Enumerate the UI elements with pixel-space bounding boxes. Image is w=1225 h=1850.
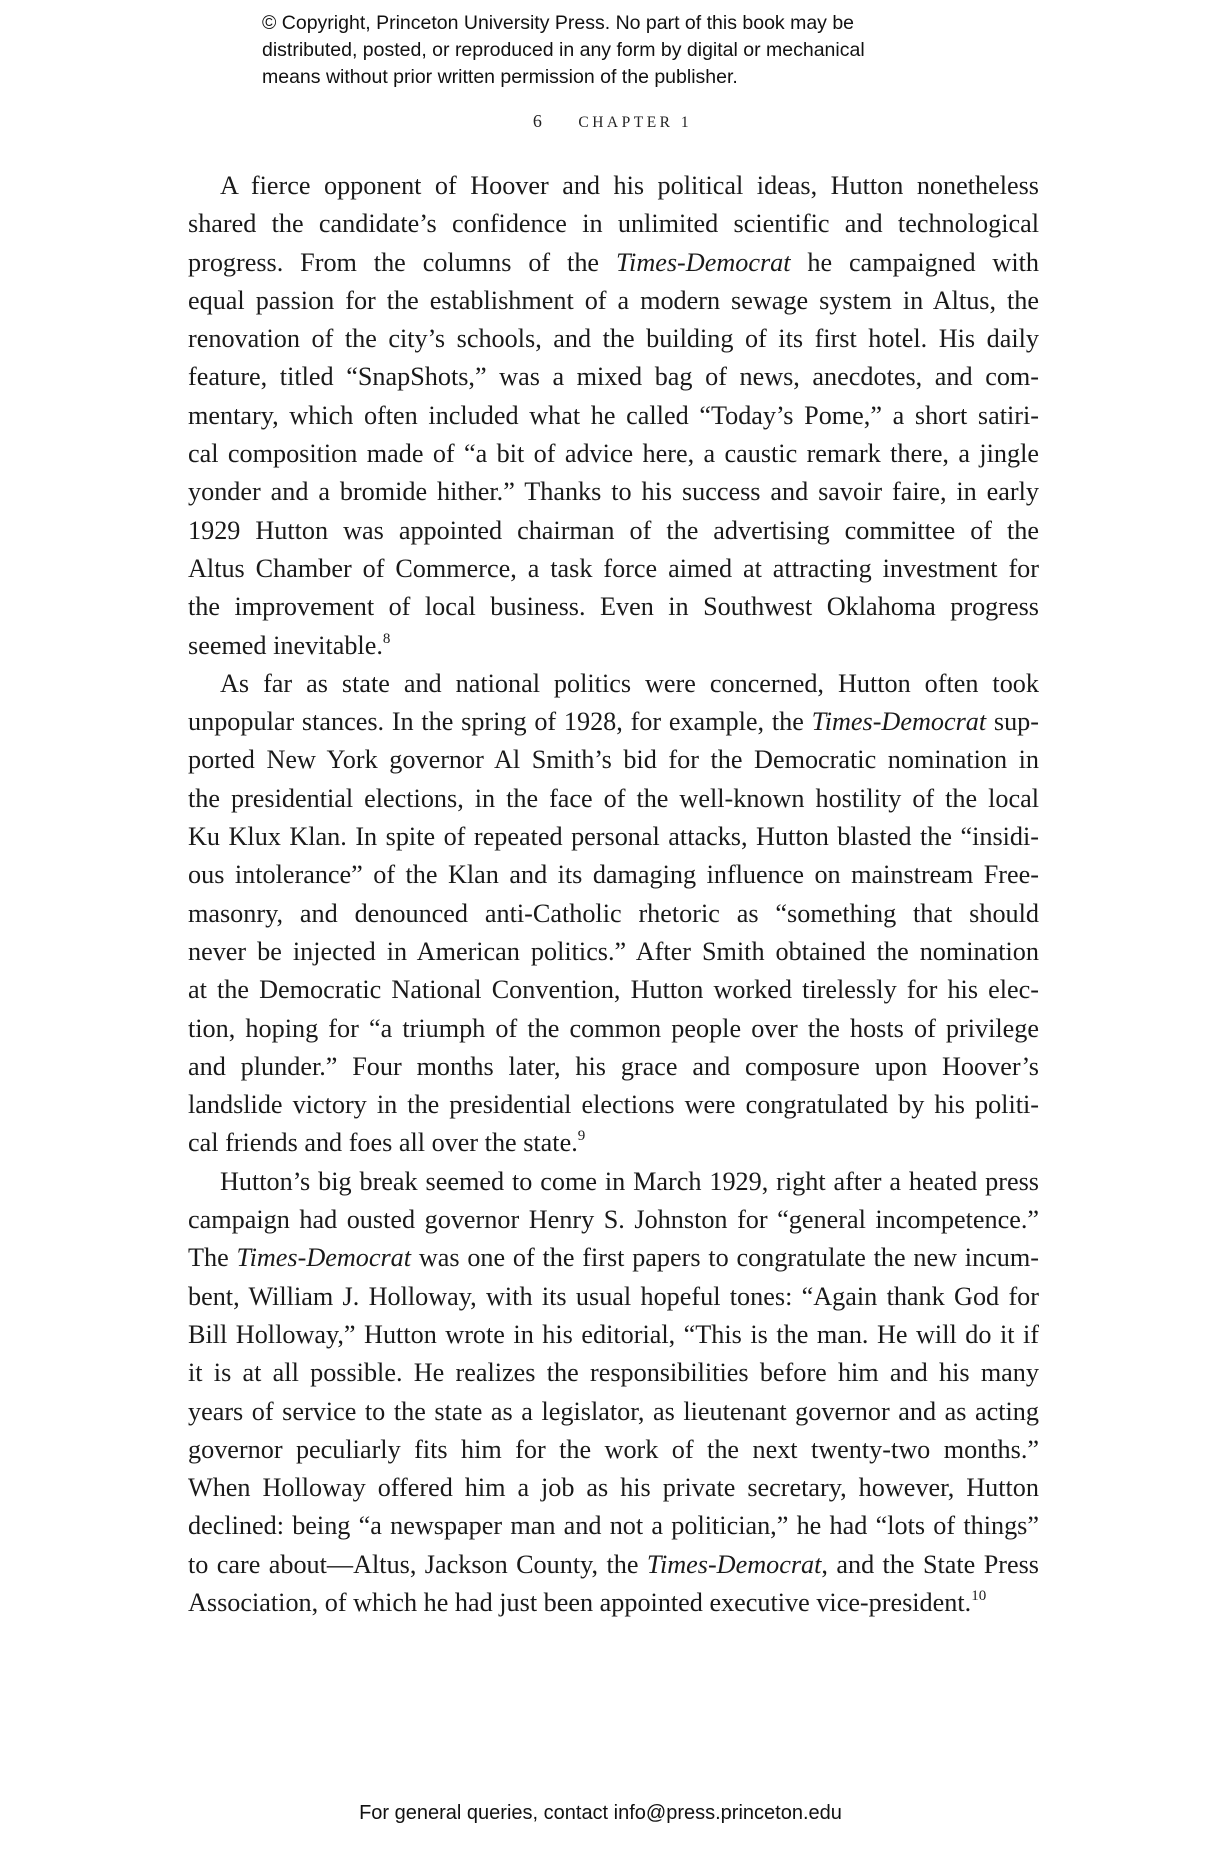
text-run: progress. From the columns of the bbox=[188, 247, 616, 277]
copyright-notice bbox=[262, 10, 1022, 91]
text-line bbox=[188, 895, 1039, 933]
italic-title: Times-Democrat bbox=[236, 1243, 412, 1273]
text-run: he campaigned with bbox=[790, 247, 1039, 277]
text-run: the presidential elections, in the face of the well-known hostility of the local bbox=[188, 783, 1039, 813]
text-run: mentary, which often included what he called “Today’s Pome,” a short satiri- bbox=[188, 400, 1039, 430]
text-line bbox=[188, 358, 1039, 396]
text-line bbox=[188, 435, 1039, 473]
copyright-line: distributed, posted, or reproduced in any form by digital or mechanical bbox=[262, 39, 865, 61]
text-line bbox=[188, 1124, 1039, 1162]
footer-text: For general queries, contact info@press.princeton.edu bbox=[359, 1802, 842, 1824]
footnote-marker[interactable]: 8 bbox=[382, 630, 391, 647]
text-run: shared the candidate’s confidence in unlimited scientific and technological bbox=[188, 209, 1039, 239]
paragraph bbox=[188, 1163, 1039, 1623]
text-run: to care about—Altus, Jackson County, the bbox=[188, 1549, 647, 1579]
text-line bbox=[188, 550, 1039, 588]
text-run: feature, titled “SnapShots,” was a mixed bag of news, anecdotes, and com- bbox=[188, 362, 1039, 392]
text-run: tion, hoping for “a triumph of the common people over the hosts of privilege bbox=[188, 1013, 1039, 1043]
text-line bbox=[188, 1393, 1039, 1431]
text-run: renovation of the city’s schools, and the building of its first hotel. His daily bbox=[188, 324, 1039, 354]
text-line bbox=[188, 703, 1039, 741]
text-line bbox=[188, 473, 1039, 511]
text-run: Altus Chamber of Commerce, a task force aimed at attracting investment for bbox=[188, 553, 1039, 583]
text-run: ported New York governor Al Smith’s bid for the Democratic nomination in bbox=[188, 745, 1039, 775]
text-line bbox=[188, 741, 1039, 779]
text-run: 1929 Hutton was appointed chairman of the advertising committee of the bbox=[188, 515, 1039, 545]
text-run: cal composition made of “a bit of advice here, a caustic remark there, a jingle bbox=[188, 439, 1039, 469]
text-line bbox=[188, 1584, 1039, 1622]
text-line bbox=[188, 1048, 1039, 1086]
text-line bbox=[188, 1086, 1039, 1124]
text-run: As far as state and national politics were concerned, Hutton often took bbox=[220, 668, 1039, 698]
copyright-line: © Copyright, Princeton University Press. No part of this book may be bbox=[262, 12, 855, 34]
text-line bbox=[188, 818, 1039, 856]
text-line bbox=[188, 665, 1039, 703]
text-line bbox=[188, 933, 1039, 971]
text-run: the improvement of local business. Even in Southwest Oklahoma progress bbox=[188, 592, 1039, 622]
text-line bbox=[188, 1507, 1039, 1545]
text-line bbox=[188, 1469, 1039, 1507]
text-run: seemed inevitable. bbox=[188, 630, 383, 660]
text-line bbox=[188, 244, 1039, 282]
text-run: at the Democratic National Convention, Hutton worked tirelessly for his elec- bbox=[188, 975, 1039, 1005]
footnote-marker[interactable]: 10 bbox=[971, 1587, 987, 1604]
text-run: Ku Klux Klan. In spite of repeated personal attacks, Hutton blasted the “insidi- bbox=[188, 822, 1039, 852]
text-line bbox=[188, 1239, 1039, 1277]
text-run: masonry, and denounced anti-Catholic rhetoric as “something that should bbox=[188, 898, 1039, 928]
text-line bbox=[188, 397, 1039, 435]
text-line bbox=[188, 1354, 1039, 1392]
page-number: 6 bbox=[532, 111, 545, 131]
text-line bbox=[188, 1316, 1039, 1354]
text-line bbox=[188, 512, 1039, 550]
footer-contact bbox=[0, 1802, 1225, 1825]
text-run: The bbox=[188, 1243, 237, 1273]
text-run: yonder and a bromide hither.” Thanks to his success and savoir faire, in early bbox=[188, 477, 1039, 507]
text-run: sup- bbox=[986, 707, 1039, 737]
text-run: declined: being “a newspaper man and not a politician,” he had “lots of things” bbox=[188, 1511, 1039, 1541]
copyright-line: means without prior written permission of the publisher. bbox=[262, 66, 738, 88]
text-line bbox=[188, 1010, 1039, 1048]
text-run: and plunder.” Four months later, his grace and composure upon Hoover’s bbox=[188, 1051, 1039, 1081]
text-line bbox=[188, 1163, 1039, 1201]
body-text bbox=[188, 167, 1039, 1622]
paragraph bbox=[188, 167, 1039, 665]
text-run: A fierce opponent of Hoover and his political ideas, Hutton nonetheless bbox=[220, 171, 1039, 200]
text-run: years of service to the state as a legislator, as lieutenant governor and as acting bbox=[188, 1396, 1039, 1426]
italic-title: Times-Democrat bbox=[811, 707, 987, 737]
running-head bbox=[0, 111, 1225, 132]
text-run: governor peculiarly fits him for the work of the next twenty-two months.” bbox=[188, 1434, 1039, 1464]
text-run: Hutton’s big break seemed to come in March 1929, right after a heated press bbox=[220, 1166, 1039, 1196]
text-line bbox=[188, 780, 1039, 818]
text-line bbox=[188, 205, 1039, 243]
text-run: it is at all possible. He realizes the responsibilities before him and his many bbox=[188, 1358, 1039, 1388]
text-line bbox=[188, 588, 1039, 626]
text-line bbox=[188, 320, 1039, 358]
text-line bbox=[188, 167, 1039, 205]
text-run: was one of the first papers to congratulate the new incum- bbox=[411, 1243, 1039, 1273]
text-run: unpopular stances. In the spring of 1928, for example, the bbox=[188, 707, 812, 737]
chapter-label: CHAPTER 1 bbox=[578, 114, 693, 131]
text-line bbox=[188, 1278, 1039, 1316]
text-run: , and the State Press bbox=[821, 1549, 1039, 1579]
text-line bbox=[188, 856, 1039, 894]
text-line bbox=[188, 282, 1039, 320]
text-line bbox=[188, 1431, 1039, 1469]
text-line bbox=[188, 971, 1039, 1009]
italic-title: Times-Democrat bbox=[615, 247, 791, 277]
text-run: campaign had ousted governor Henry S. Johnston for “general incompetence.” bbox=[188, 1205, 1039, 1235]
text-line bbox=[188, 627, 1039, 665]
italic-title: Times-Democrat bbox=[646, 1549, 822, 1579]
text-run: equal passion for the establishment of a modern sewage system in Altus, the bbox=[188, 285, 1039, 315]
text-run: ous intolerance” of the Klan and its damaging influence on mainstream Free- bbox=[188, 860, 1039, 890]
text-run: Association, of which he had just been appointed executive vice-president. bbox=[188, 1587, 972, 1617]
text-run: bent, William J. Holloway, with its usual hopeful tones: “Again thank God for bbox=[188, 1281, 1039, 1311]
text-run: never be injected in American politics.” After Smith obtained the nomination bbox=[188, 936, 1039, 966]
text-run: Bill Holloway,” Hutton wrote in his editorial, “This is the man. He will do it if bbox=[188, 1319, 1039, 1349]
paragraph bbox=[188, 665, 1039, 1163]
footnote-marker[interactable]: 9 bbox=[577, 1128, 586, 1145]
text-run: cal friends and foes all over the state. bbox=[188, 1128, 578, 1158]
text-run: landslide victory in the presidential elections were congratulated by his politi- bbox=[188, 1090, 1039, 1120]
text-line bbox=[188, 1201, 1039, 1239]
text-line bbox=[188, 1546, 1039, 1584]
text-run: When Holloway offered him a job as his private secretary, however, Hutton bbox=[188, 1473, 1039, 1503]
